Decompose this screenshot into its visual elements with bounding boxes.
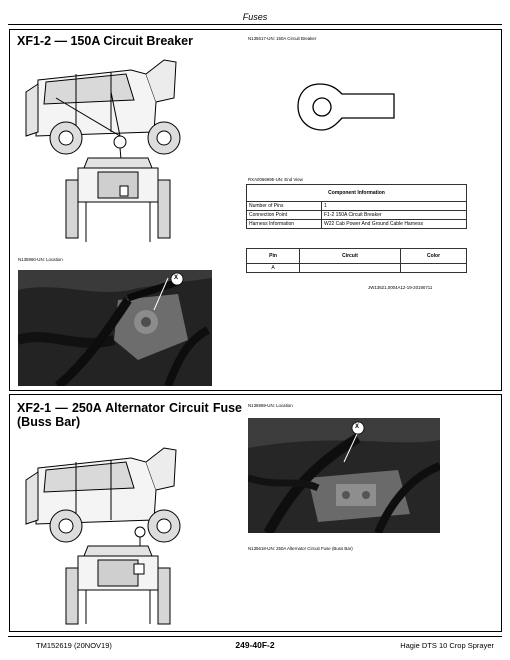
footer-document-id: TM152619 (20NOV19) [36,641,112,650]
sprayer-location-illustration-1 [16,52,216,248]
row-label: Number of Pins [247,202,322,211]
photo-caption-2: N135618-UN: 250A Alternator Circuit Fuse (Buss Bar) [248,546,353,551]
table-row [247,202,467,211]
circuit-cell [300,264,401,273]
table-row [247,264,467,273]
pin-table [246,248,467,273]
color-cell [401,264,467,273]
row-label: Connection Point [247,211,322,220]
rxa-caption: RXA0066995-UN: End View [248,177,303,182]
table-row [247,211,467,220]
footer-product-name: Hagie DTS 10 Crop Sprayer [400,641,494,650]
circuit-header: Circuit [300,249,401,264]
section-2-title: XF2-1 — 250A Alternator Circuit Fuse (Buss Bar) [17,401,242,429]
circuit-breaker-end-view [296,80,406,140]
footer-page-number: 249-40F-2 [235,640,275,650]
header-rule [8,24,502,25]
location-caption-1: N135960-UN: Location [18,257,63,262]
location-photo-1 [18,270,212,386]
component-information-table [246,184,467,229]
table-row [247,220,467,229]
endview-caption: N135617-UN: 150A Circuit Breaker [248,36,317,41]
location-photo-2 [248,418,440,533]
footer-rule [8,636,502,637]
reference-code: JW13621,0004A12-19-20190711 [368,285,433,290]
location-caption-2: N135969-UN: Location [248,403,293,408]
component-information-heading: Component Information [247,185,467,202]
row-value: F1-2 150A Circuit Breaker [322,211,467,220]
header-section-title: Fuses [242,12,268,22]
photo-marker-1: X [174,275,179,281]
pin-header: Pin [247,249,300,264]
row-value: W22 Cab Power And Ground Cable Harness [322,220,467,229]
row-value: 1 [322,202,467,211]
pin-cell: A [247,264,300,273]
sprayer-location-illustration-2 [16,440,216,628]
photo-marker-2: X [355,424,360,430]
section-1-title: XF1-2 — 150A Circuit Breaker [17,34,194,48]
color-header: Color [401,249,467,264]
row-label: Harness Information [247,220,322,229]
